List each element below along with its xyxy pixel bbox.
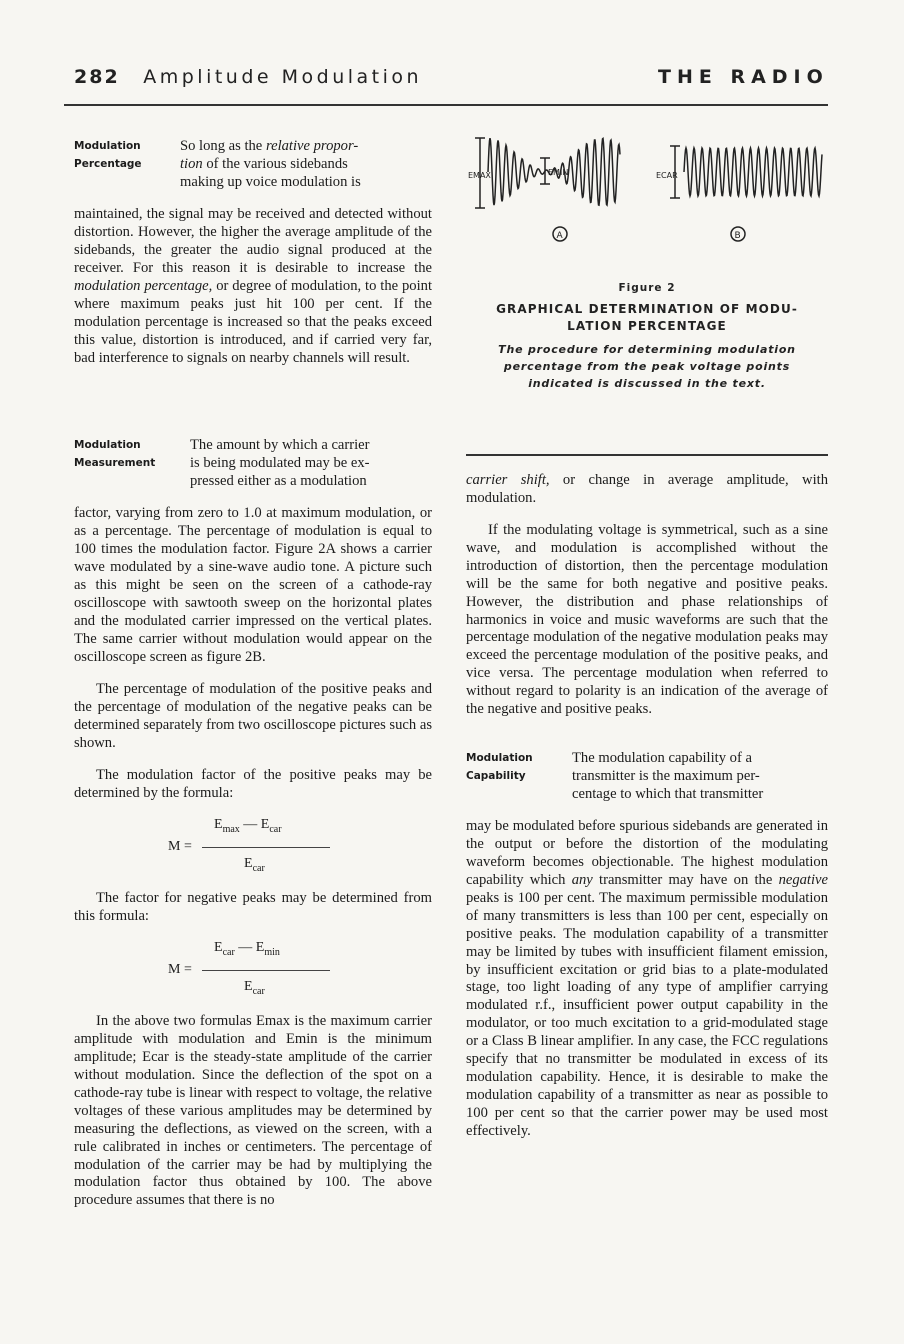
text: The amount by which a carrier [190,437,370,453]
text: making up voice modulation is [180,173,361,190]
book-title: THE RADIO [658,66,829,88]
formula-denominator [244,856,265,874]
text: max [222,823,240,835]
text: E [255,939,265,955]
text: transmitter is the maximum per- [572,767,760,784]
text: car [269,823,282,835]
paragraph: The percentage of modulation of the positive peaks and the percentage of modulation of the negative peaks can be determined separately from two oscilloscope pictures such as shown. [74,681,432,751]
text: E [244,978,253,994]
text: of the various sidebands [206,155,348,172]
text-em: tion [180,155,203,172]
formula-numerator [214,940,280,958]
formula-negative [74,941,432,999]
marker-a: A [556,231,563,241]
text-em: carrier shift, [466,471,550,488]
figure-caption: The procedure for determining modulation percentage from the peak voltage points indicated is discussed in the text. [498,343,796,390]
text-em: negative [778,872,828,888]
label-ecar: ECAR [656,171,678,180]
text: So long as the [180,138,263,154]
sidebar-heading: Modulation [74,439,141,451]
formula-lhs: M = [168,961,192,977]
running-header [74,66,422,88]
text: centage to which that transmitter [572,785,764,802]
figure-rule [466,454,828,456]
sidebar-heading: Capability [466,769,526,782]
text: pressed either as a modulation [190,472,367,489]
sidebar-heading: Measurement [74,456,156,469]
text: transmitter may have on the [599,872,773,888]
right-column [466,457,828,1155]
chapter-title: Amplitude Modulation [143,66,423,88]
text: maintained, the signal may be received and detected without distortion. However, the higher the average amplitude of the sidebands, the greater the audio signal produced at the receiver. For this reason it is desirable to increase the [74,206,432,277]
marker-b: B [734,231,741,241]
text: E [214,816,223,832]
fraction-bar [202,847,330,848]
text: E [260,816,270,832]
figure-waveform-diagram [466,132,828,252]
paragraph [74,206,432,367]
figure-number: Figure 2 [618,282,676,294]
figure-title [466,301,828,335]
sidebar-heading: Modulation [466,751,533,764]
text: or change in average amplitude, with modulation. [466,471,828,506]
sidebar-heading: Percentage [74,157,142,170]
text: car [222,946,235,958]
text: — [238,939,253,955]
text: min [264,946,280,958]
text-em: any [571,872,593,888]
paragraph: factor, varying from zero to 1.0 at maximum modulation, or as a percentage. The percentage of modulation is equal to 100 times the modulation factor. Figure 2A shows a carrier wave modulated by a sine-wave audio tone. A picture such as this might be seen on the screen of a cathode-ray oscilloscope with sawtooth sweep on the horizontal plates and the modulated carrier impressed on the vertical plates. The same carrier without modulation would appear on the oscilloscope screen as figure 2B. [74,505,432,665]
section-modulation-percentage [74,138,432,382]
text: E [214,939,223,955]
text-em: modulation percentage, [74,277,213,294]
fraction-bar [202,970,330,971]
text: peaks is 100 per cent. The maximum permissible modulation of many transmitters is less than 100 per cent, especially on positive peaks. The modulation capability of a transmitter may be limited by tubes with insufficient filament emission, by insufficient excitation or grid bias to a plate-modulated stage, too light loading of any type of amplifier carrying modulated r.f., insufficient power output capability in the modulator, or too much excitation to a grid-modulated stage or a Class B linear amplifier. In any case, the FCC regulations specify that no transmitter be modulated in excess of its modulation capability. Hence, it is desirable to make the modulation capability of a transmitter as near as possible to 100 per cent so that the carrier power may be used most effectively. [466,889,828,1139]
text: car [252,985,265,997]
text: — [243,816,258,832]
paragraph [466,472,828,508]
section-modulation-capability [466,750,828,804]
text: may be modulated before spurious sidebands are generated in the output or before the distortion of the modulating waveform becomes objectionable. The highest modulation capability which [466,818,828,888]
page-number: 282 [74,66,120,88]
formula-lhs: M = [168,838,192,854]
carrier-waveform [684,148,822,196]
paragraph: The factor for negative peaks may be determined from this formula: [74,890,432,925]
text: or degree of modulation, to the point where maximum peaks just hit 100 per cent. If the modulation percentage is increased so that the peaks exceed this value, distortion is introduced, and if carried very far, bad interference to signals on nearby channels will result. [74,277,432,366]
paragraph: The modulation factor of the positive peaks may be determined by the formula: [74,767,432,802]
section-modulation-measurement [74,437,432,1225]
text: car [252,862,265,874]
formula-positive [74,818,432,876]
figure-title-line: GRAPHICAL DETERMINATION OF MODU- [496,302,798,316]
sidebar-heading: Modulation [74,140,141,152]
header-rule [64,104,828,106]
label-emin: EMIN [548,168,569,177]
text: is being modulated may be ex- [190,454,370,471]
formula-denominator [244,979,265,997]
formula-numerator [214,817,282,835]
figure-2 [466,132,828,392]
paragraph: If the modulating voltage is symmetrical, such as a sine wave, and modulation is accomplished without the introduction of distortion, then the percentage modulation will be the same for both negative and positive peaks. However, the distribution and phase relationships of harmonics in voice and music waveforms are such that the percentage modulation of the negative modulation peaks may exceed the percentage modulation of the positive peaks, and vice versa. The percentage modulation when referred to without regard to polarity is an indication of the average of the negative and positive peaks. [466,522,828,718]
figure-title-line: LATION PERCENTAGE [567,319,727,333]
label-emax: EMAX [468,171,491,180]
paragraph [466,818,828,1140]
paragraph: In the above two formulas Emax is the maximum carrier amplitude with modulation and Emin is the minimum amplitude; Ecar is the steady-state amplitude of the carrier without modulation. Since the deflection of the spot on a cathode-ray tube is linear with respect to voltage, the relative voltages of these various amplitudes may be determined by measuring the deflections, as viewed on the screen, with a rule calibrated in inches or centimeters. The percentage of modulation of the carrier may be had by multiplying the modulation factor thus obtained by 100. The above procedure assumes that there is no [74,1013,432,1209]
text-em: relative propor- [265,138,359,154]
text: The modulation capability of a [572,749,752,766]
text: E [244,855,253,871]
